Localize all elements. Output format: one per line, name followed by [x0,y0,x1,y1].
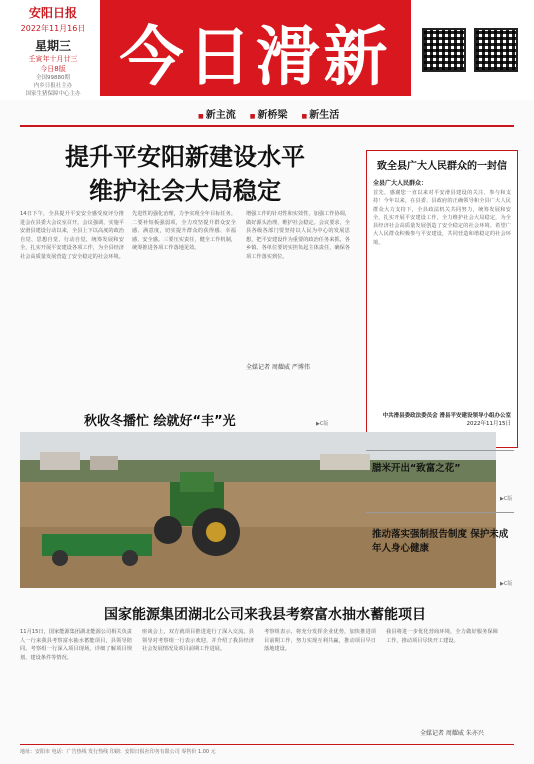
divider [366,512,514,513]
article-column: 14日下午，全县提升平安安全感受度评分推进会在县委大会议室召开。会议强调，实施平安滑县建设行动以来，全县上下以高度的政治自觉、思想自觉、行动自觉，统筹发展和安全，扎实开展平安建设各项工作，为全县经济社会高质量发展营造了安全稳定的社会环境。 [20,211,124,260]
section-label: ■ 新生活 [302,106,340,121]
article-column: 座谈会上，双方就项目推进进行了深入交流。县领导对考察组一行表示欢迎，并介绍了我县经济社会发展情况及项目前期工作进展。 [142,629,254,653]
divider [20,125,514,127]
side-headline[interactable]: 腊米开出“致富之花” [372,463,461,474]
imprint-line: 国家生猪保障中心主办 [25,91,81,97]
main-headline[interactable] [20,140,350,208]
page-count: 今日8版 [40,65,66,73]
section-labels [198,106,339,121]
letter-signer: 中共滑县委政法委员会 滑县平安建设领导小组办公室 [382,413,511,419]
photo-headline[interactable]: 秋收冬播忙 绘就好“丰”光 [84,414,236,429]
page-tag: ▶C版 [500,581,513,587]
article-byline: 全媒记者 周耀威 严博伟 [246,364,310,371]
letter-salutation: 全县广大人民群众： [373,180,428,187]
issue-date: 2022年11月16日 [20,24,86,33]
page-tag: ▶C版 [500,496,513,502]
edition-info [8,4,98,98]
newspaper-title: 今日滑新 [119,20,392,95]
article-column: 11月15日，国家能源集团湖北能源公司相关负责人一行来我县考察富水抽水蓄能项目，县领导陪同。考察组一行深入项目现场，详细了解项目规划、建设条件等情况。 [20,629,132,661]
article-column: 我县将进一步优化营商环境，全力做好服务保障工作，推动项目尽快开工建设。 [386,629,498,644]
letter-body: 首先，感谢您一直以来对平安滑县建设的关注、参与和支持！今年以来，在县委、县政府的正确领导和全县广大人民群众大力支持下，全县政法机关共同努力，统筹发展和安全，扎实开展平安建设工作，全力维护社会大局稳定，为全县经济社会高质量发展创造了安全稳定的社会环境。希望广大人民群众积极参与平安建设，共同营造和谐稳定的社会环境。 [373,190,511,246]
farm-photo [20,432,496,588]
page-tag: ▶C版 [316,421,329,427]
small-logo: 安阳日报 [28,6,77,20]
footer-imprint: 地址：安阳市 电话：广告热线 发行热线 印刷：安阳日报社印务有限公司 零售价 1.00 元 [20,744,514,755]
open-letter-box[interactable] [366,150,518,448]
article-column: 增强工作的针对性和实效性，加强工作协调，做好源头治理，维护社会稳定。会议要求，全县各级各部门要坚持以人民为中心的发展思想，把平安建设作为重要的政治任务来抓，各乡镇、各单位要切实担负起主体责任，确保各项工作落实到位。 [246,211,350,260]
divider [366,450,514,451]
qr-code-icon [422,28,466,72]
letter-title: 致全县广大人民群众的一封信 [377,161,507,172]
imprint-line: 内乡日报社主办 [33,83,73,89]
bottom-headline[interactable]: 国家能源集团湖北公司来我县考察富水抽水蓄能项目 [104,607,426,623]
section-label: ■ 新桥梁 [250,106,288,121]
headline-line: 提升平安阳新建设水平 [65,142,305,171]
weekday: 星期三 [34,39,71,53]
side-headline[interactable]: 推动落实强制报告制度 保护未成年人身心健康 [372,529,509,554]
section-label: ■ 新主流 [198,106,236,121]
lunar-date: 壬寅年十月廿三 [28,55,78,63]
headline-line: 维护社会大局稳定 [89,176,281,205]
imprint-line: 全国99880期 [36,75,70,81]
masthead [0,0,534,100]
qr-code-icon [474,28,518,72]
letter-date: 2022年11月15日 [466,421,511,427]
masthead-banner [100,0,411,96]
article-byline: 全媒记者 周耀威 朱亦兴 [420,730,484,737]
tractor-field-image [20,432,496,588]
article-column: 先进性的强化治理，力争实现全年目标任务。二要补短板强弱项，全力攻坚提升群众安全感、满意度，切实提升群众的获得感、幸福感、安全感。三要压实责任，健全工作机制，统筹推进各项工作落地见效。 [132,211,236,252]
article-column: 考察组表示，将充分发挥企业优势，加快推进项目前期工作，努力实现互利共赢，推动项目早日落地建设。 [264,629,376,653]
